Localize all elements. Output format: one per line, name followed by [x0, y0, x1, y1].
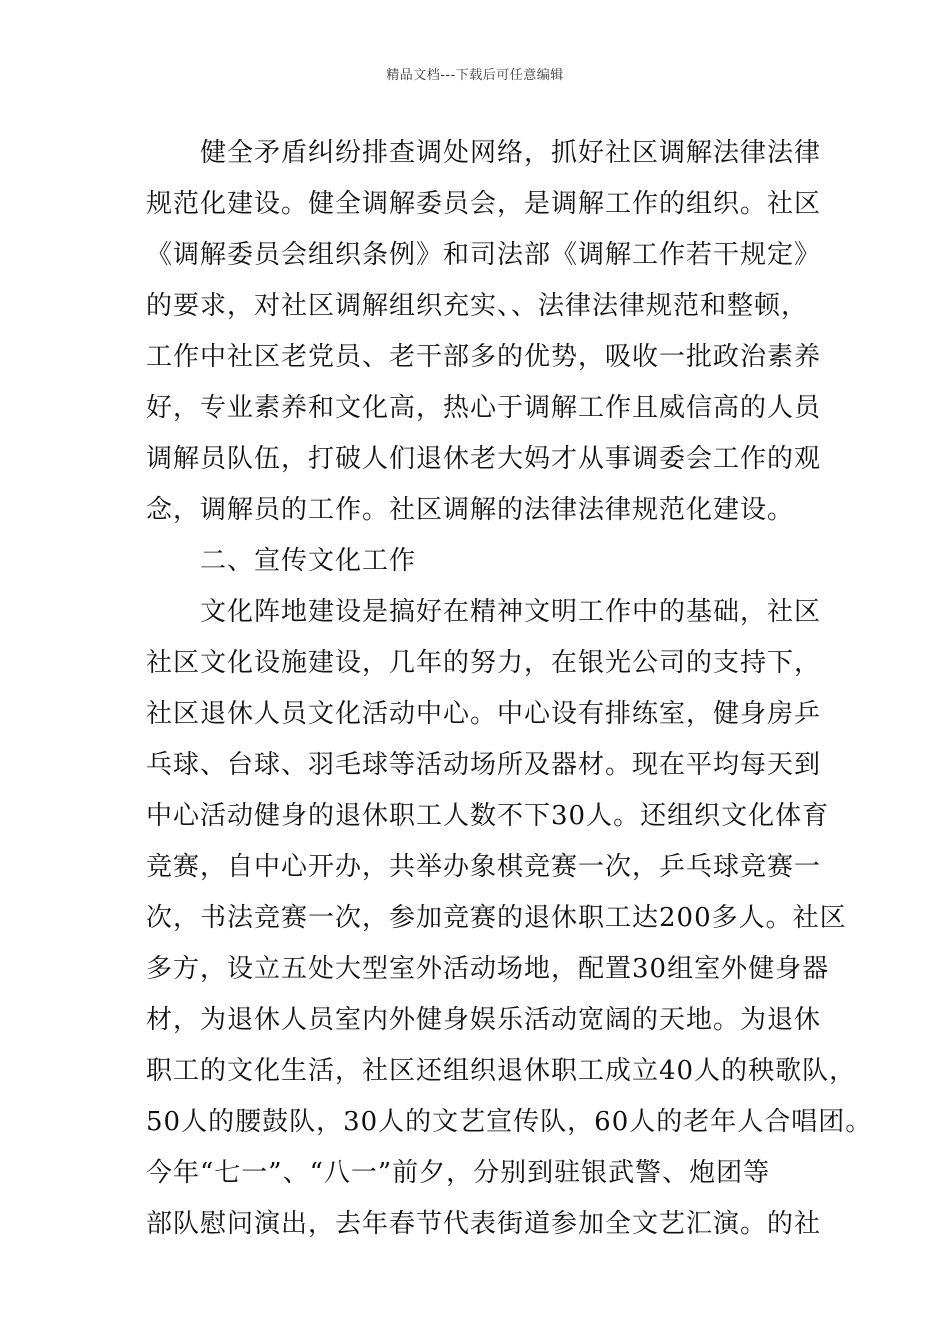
- section-heading: 二、宣传文化工作: [200, 546, 417, 576]
- text-line: 今年“七一”、“八一”前夕，分别到驻银武警、炮团等: [146, 1158, 771, 1188]
- text-line: 社区文化设施建设，几年的努力，在银光公司的支持下，: [146, 648, 822, 678]
- text-line: 竞赛，自中心开办，共举办象棋竞赛一次，乒乓球竞赛一: [146, 852, 822, 882]
- text-line: 《调解委员会组织条例》和司法部《调解工作若干规定》: [146, 240, 822, 270]
- page-header: 精品文档---下载后可任意编辑: [386, 68, 564, 83]
- text-line: 念，调解员的工作。社区调解的法律法律规范化建设。: [146, 495, 795, 525]
- text-line: 社区退休人员文化活动中心。中心设有排练室，健身房乒: [146, 699, 822, 729]
- text-line: 多方，设立五处大型室外活动场地，配置30组室外健身器: [146, 954, 830, 984]
- text-line: 中心活动健身的退休职工人数不下30人。还组织文化体育: [146, 801, 830, 831]
- document-body: [146, 128, 873, 1250]
- text-line: 健全矛盾纠纷排查调处网络，抓好社区调解法律法律: [200, 138, 822, 168]
- text-line: 调解员队伍，打破人们退休老大妈才从事调委会工作的观: [146, 444, 822, 474]
- text-line: 材，为退休人员室内外健身娱乐活动宽阔的天地。为退休: [146, 1005, 822, 1035]
- text-line: 规范化建设。健全调解委员会，是调解工作的组织。社区: [146, 189, 822, 219]
- text-line: 工作中社区老党员、老干部多的优势，吸收一批政治素养: [146, 342, 822, 372]
- text-line: 乓球、台球、羽毛球等活动场所及器材。现在平均每天到: [146, 750, 822, 780]
- text-line: 好，专业素养和文化高，热心于调解工作且威信高的人员: [146, 393, 822, 423]
- text-line: 50人的腰鼓队，30人的文艺宣传队，60人的老年人合唱团。: [146, 1107, 873, 1137]
- text-line: 职工的文化生活，社区还组织退休职工成立40人的秧歌队，: [146, 1056, 857, 1086]
- text-line: 的要求，对社区调解组织充实、、法律法律规范和整顿，: [146, 291, 809, 321]
- text-line: 次，书法竞赛一次，参加竞赛的退休职工达200多人。社区: [146, 903, 847, 933]
- text-line: 文化阵地建设是搞好在精神文明工作中的基础，社区: [200, 597, 822, 627]
- text-line: 部队慰问演出，去年春节代表街道参加全文艺汇演。的社: [146, 1209, 822, 1239]
